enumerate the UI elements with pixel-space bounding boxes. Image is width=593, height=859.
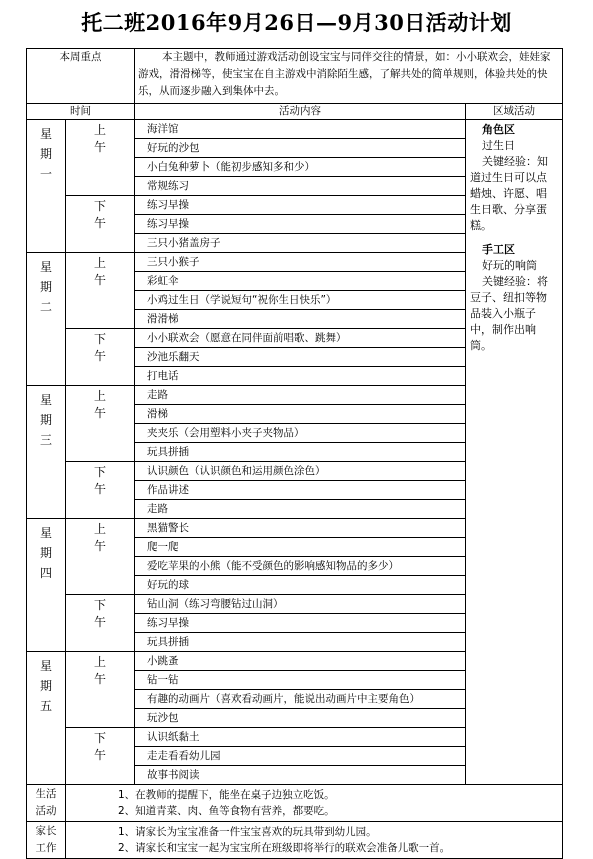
- am-label: 上午: [66, 386, 135, 462]
- parents-line: 1、请家长为宝宝准备一件宝宝喜欢的玩具带到幼儿园。: [118, 826, 377, 838]
- activity-item: 滑梯: [135, 405, 466, 424]
- life-line: 1、在教师的提醒下，能坐在桌子边独立吃饭。: [118, 789, 335, 801]
- activity-item: 小鸡过生日（学说短句“祝你生日快乐”）: [135, 291, 466, 310]
- activity-item: 走走看看幼儿园: [135, 747, 466, 766]
- life-content: [66, 785, 563, 822]
- am-label: 上午: [66, 253, 135, 329]
- activity-item: 作品讲述: [135, 481, 466, 500]
- activity-item: 滑滑梯: [135, 310, 466, 329]
- life-row: [27, 785, 563, 822]
- focus-text: 本主题中，教师通过游戏活动创设宝宝与同伴交往的情景，如：小小联欢会，娃娃家游戏，滑滑梯等，使宝宝在自主游戏中消除陌生感，了解共处的简单规则，体验共处的快乐，从而逐步融入到集体中去。: [135, 49, 563, 104]
- activity-item: 三只小猴子: [135, 253, 466, 272]
- plan-table: [26, 48, 563, 859]
- header-time: 时间: [27, 104, 135, 120]
- activity-item: 好玩的球: [135, 576, 466, 595]
- page-title: 托二班2016年9月26日—9月30日活动计划: [81, 10, 512, 35]
- activity-item: 夹夹乐（会用塑料小夹子夹物品）: [135, 424, 466, 443]
- craft-area-title: 手工区: [482, 243, 515, 256]
- pm-label: 下午: [66, 595, 135, 652]
- activity-item: 走路: [135, 386, 466, 405]
- activity-row: [27, 120, 563, 139]
- am-label: 上午: [66, 652, 135, 728]
- parents-content: [66, 822, 563, 859]
- life-label-line2: 活动: [35, 805, 57, 817]
- life-label: [27, 785, 66, 822]
- activity-item: 打电话: [135, 367, 466, 386]
- activity-item: 常规练习: [135, 177, 466, 196]
- role-area-experience: 关键经验：知道过生日可以点蜡烛、许愿、唱生日歌、分享蛋糕。: [470, 155, 548, 232]
- activity-item: 有趣的动画片（喜欢看动画片，能说出动画片中主要角色）: [135, 690, 466, 709]
- pm-label: 下午: [66, 462, 135, 519]
- life-label-line1: 生活: [35, 788, 57, 800]
- day-label: 星期四: [27, 519, 66, 652]
- day-label: 星期一: [27, 120, 66, 253]
- activity-item: 彩虹伞: [135, 272, 466, 291]
- activity-item: 爬一爬: [135, 538, 466, 557]
- activity-item: 认识纸黏土: [135, 728, 466, 747]
- role-area-name: 过生日: [482, 139, 515, 152]
- header-row: [27, 104, 563, 120]
- activity-item: 沙池乐翻天: [135, 348, 466, 367]
- activity-item: 小跳蚤: [135, 652, 466, 671]
- activity-item: 练习早操: [135, 614, 466, 633]
- activity-item: 练习早操: [135, 215, 466, 234]
- activity-item: 黑猫警长: [135, 519, 466, 538]
- parents-label-line1: 家长: [35, 825, 57, 837]
- life-line: 2、知道青菜、肉、鱼等食物有营养，都要吃。: [118, 805, 335, 817]
- header-content: 活动内容: [135, 104, 466, 120]
- activity-item: 小小联欢会（愿意在同伴面前唱歌、跳舞）: [135, 329, 466, 348]
- craft-area-experience: 关键经验：将豆子、纽扣等物品装入小瓶子中，制作出响筒。: [470, 275, 548, 352]
- pm-label: 下午: [66, 728, 135, 785]
- activity-item: 故事书阅读: [135, 766, 466, 785]
- parents-label-line2: 工作: [35, 842, 57, 854]
- pm-label: 下午: [66, 196, 135, 253]
- am-label: 上午: [66, 120, 135, 196]
- parents-label: [27, 822, 66, 859]
- activity-item: 玩沙包: [135, 709, 466, 728]
- am-label: 上午: [66, 519, 135, 595]
- activity-item: 钻一钻: [135, 671, 466, 690]
- activity-item: 玩具拼插: [135, 443, 466, 462]
- spacer: [470, 234, 556, 242]
- focus-label: 本周重点: [27, 49, 135, 104]
- area-activities: [466, 120, 563, 785]
- activity-item: 练习早操: [135, 196, 466, 215]
- activity-item: 爱吃苹果的小熊（能不受颜色的影响感知物品的多少）: [135, 557, 466, 576]
- day-label: 星期五: [27, 652, 66, 785]
- parents-row: [27, 822, 563, 859]
- focus-row: [27, 49, 563, 104]
- activity-item: 小白兔种萝卜（能初步感知多和少）: [135, 158, 466, 177]
- day-label: 星期二: [27, 253, 66, 386]
- parents-line: 2、请家长和宝宝一起为宝宝所在班级即将举行的联欢会准备儿歌一首。: [118, 842, 451, 854]
- header-area: 区域活动: [466, 104, 563, 120]
- role-area-title: 角色区: [482, 123, 515, 136]
- craft-area-name: 好玩的响筒: [482, 259, 537, 272]
- pm-label: 下午: [66, 329, 135, 386]
- activity-item: 玩具拼插: [135, 633, 466, 652]
- activity-item: 钻山洞（练习弯腰钻过山洞）: [135, 595, 466, 614]
- activity-item: 三只小猪盖房子: [135, 234, 466, 253]
- activity-item: 认识颜色（认识颜色和运用颜色涂色）: [135, 462, 466, 481]
- activity-item: 好玩的沙包: [135, 139, 466, 158]
- activity-item: 走路: [135, 500, 466, 519]
- day-label: 星期三: [27, 386, 66, 519]
- activity-item: 海洋馆: [135, 120, 466, 139]
